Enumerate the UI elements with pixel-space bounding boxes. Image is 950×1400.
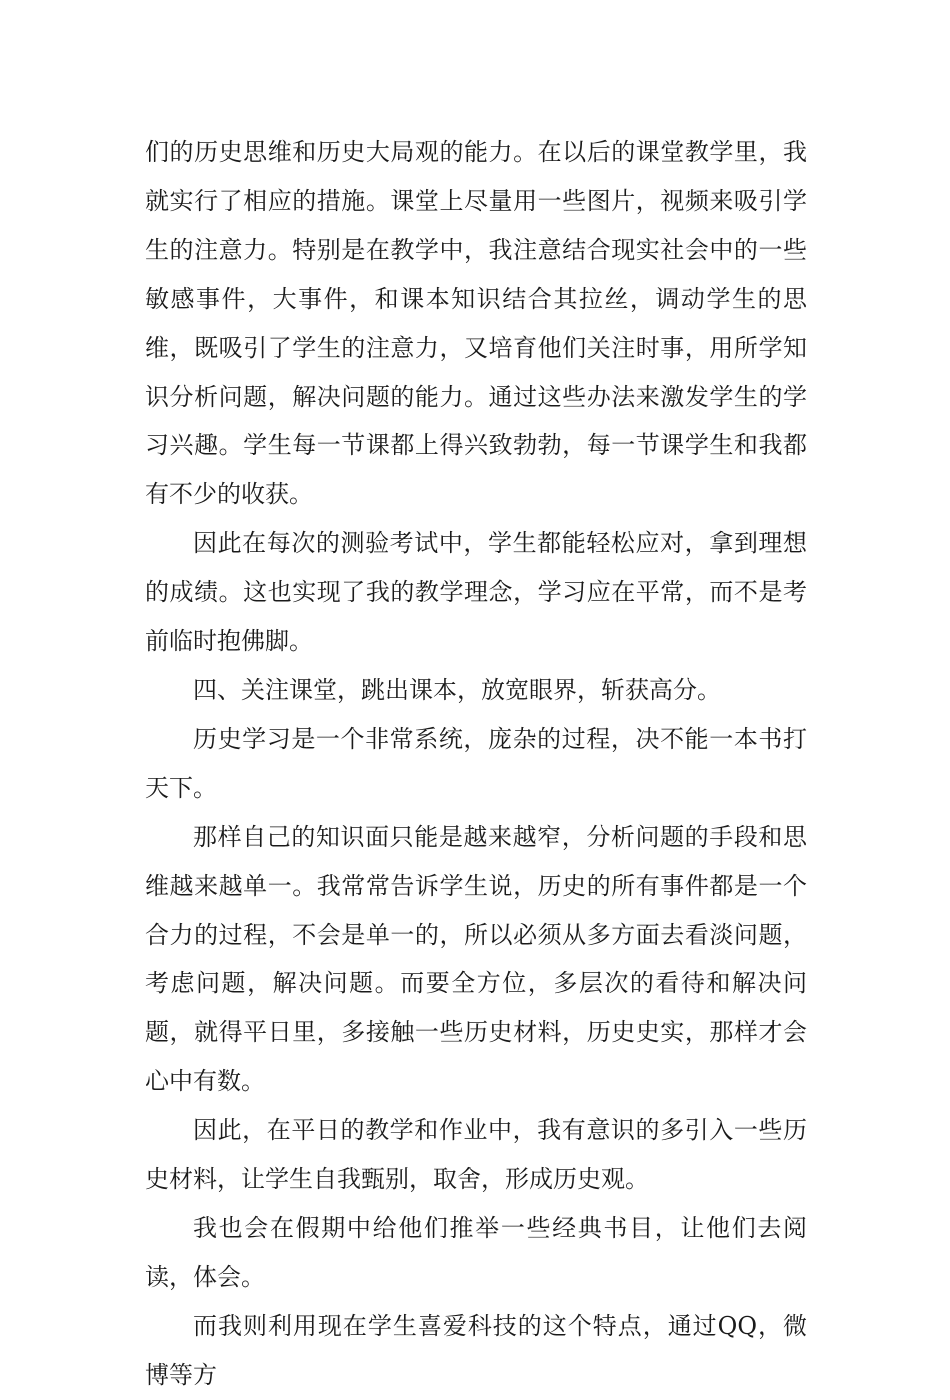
paragraph-4: 那样自己的知识面只能是越来越窄，分析问题的手段和思维越来越单一。我常常告诉学生说，历史的所有事件都是一个合力的过程，不会是单一的，所以必须从多方面去看淡问题，考虑问题，解决问题。而要全方位，多层次的看待和解决问题，就得平日里，多接触一些历史材料，历史史实，那样才会心中有数。 [145, 822, 807, 1096]
paragraph-1: 们的历史思维和历史大局观的能力。在以后的课堂教学里，我就实行了相应的措施。课堂上尽量用一些图片，视频来吸引学生的注意力。特别是在教学中，我注意结合现实社会中的一些敏感事件，大事件，和课本知识结合其拉丝，调动学生的思维，既吸引了学生的注意力，又培育他们关注时事，用所学知识分析问题，解决问题的能力。通过这些办法来激发学生的学习兴趣。学生每一节课都上得兴致勃勃，每一节课学生和我都有不少的收获。 [145, 138, 807, 509]
paragraph-2: 因此在每次的测验考试中，学生都能轻松应对，拿到理想的成绩。这也实现了我的教学理念，学习应在平常，而不是考前临时抱佛脚。 [145, 529, 807, 656]
paragraph-5: 因此，在平日的教学和作业中，我有意识的多引入一些历史材料，让学生自我甄别，取舍，形成历史观。 [145, 1116, 807, 1194]
paragraph-7: 而我则利用现在学生喜爱科技的这个特点，通过QQ，微博等方 [145, 1311, 807, 1389]
paragraph-3: 历史学习是一个非常系统，庞杂的过程，决不能一本书打天下。 [145, 724, 807, 802]
section-heading-4: 四、关注课堂，跳出课本，放宽眼界，斩获高分。 [193, 675, 721, 704]
paragraph-6: 我也会在假期中给他们推举一些经典书目，让他们去阅读，体会。 [145, 1213, 807, 1291]
document-page [145, 128, 807, 1400]
